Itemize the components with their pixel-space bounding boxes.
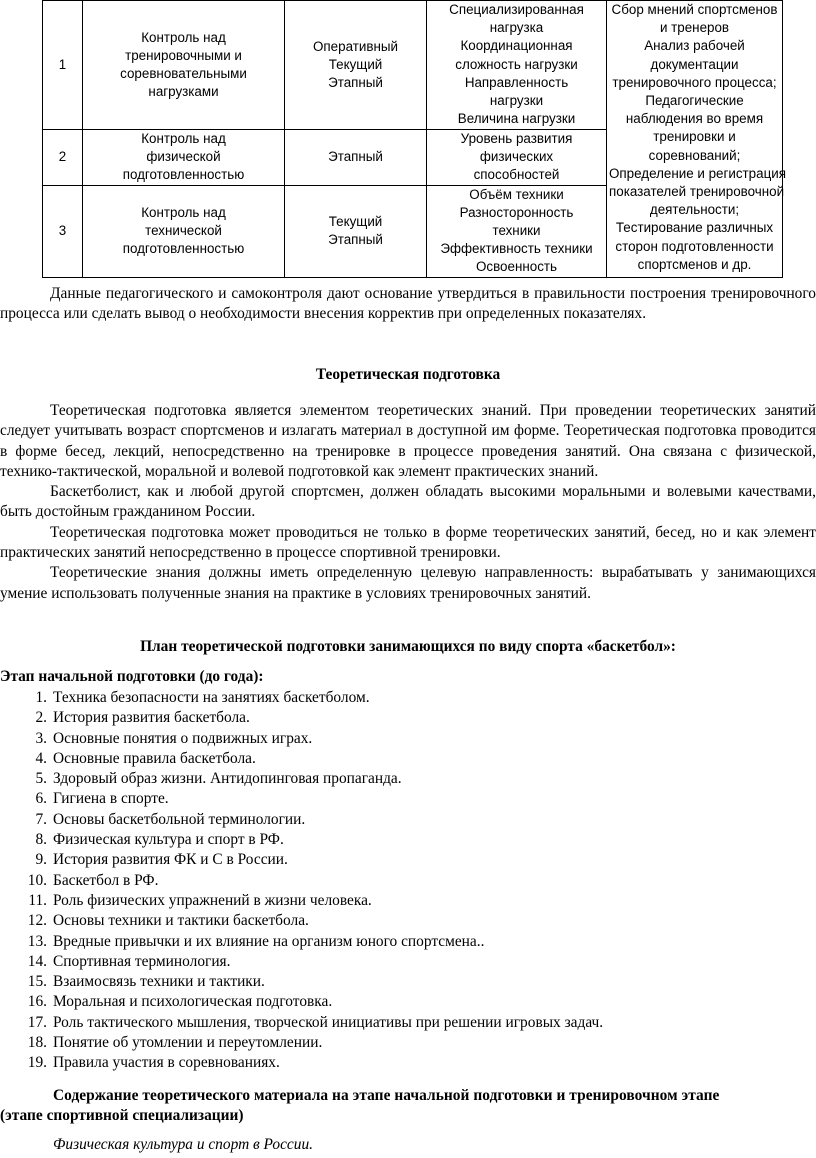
- list-item: 2. История развития баскетбола.: [35, 709, 250, 727]
- content-heading-line: Содержание теоретического материала на этапе начальной подготовки и тренировочном этапе: [53, 1087, 720, 1104]
- control-kind-cell: Оперативный Текущий Этапный: [285, 1, 427, 130]
- list-item: 10. Баскетбол в РФ.: [27, 871, 159, 889]
- body-paragraph: Баскетболист, как и любой другой спортсмен, должен обладать высокими моральными и волевыми качествами, быть достойным гражданином России.: [0, 483, 816, 521]
- stage-heading: Этап начальной подготовки (до года):: [0, 668, 264, 685]
- list-item: 8. Физическая культура и спорт в РФ.: [35, 831, 284, 849]
- parameters-cell: Специализированная нагрузка Координационная сложность нагрузки Направленность нагрузки Величина нагрузки: [427, 1, 607, 130]
- plan-list: [0, 688, 780, 1074]
- list-item: 5. Здоровый образ жизни. Антидопинговая пропаганда.: [35, 770, 402, 788]
- paragraph-after-table: [0, 284, 816, 325]
- list-item: 9. История развития ФК и С в России.: [35, 851, 288, 869]
- body-paragraph: Теоретическая подготовка может проводиться не только в форме теоретических занятий, бесед, но и как элемент практических занятий непосредственно в процессе спортивной тренировки.: [0, 523, 816, 562]
- control-type-cell: Контроль над тренировочными и соревновательными нагрузками: [83, 1, 285, 130]
- control-type-cell: Контроль над технической подготовленностью: [83, 185, 285, 277]
- methods-cell: Сбор мнений спортсменов и тренеров Анализ рабочей документации тренировочного процесса; Педагогические наблюдения во время тренировки и соревнований; Определение и регистрация показателей тренировочной деятельности; Тестирование различных сторон подготовленности спортсменов и др.: [607, 1, 783, 278]
- theory-body: [0, 401, 816, 604]
- control-kind-cell: Этапный: [285, 130, 427, 186]
- body-paragraph: Данные педагогического и самоконтроля дают основание утвердиться в правильности построения тренировочного процесса или сделать вывод о необходимости внесения корректив при определенных показателях.: [0, 285, 816, 323]
- list-item: 1. Техника безопасности на занятиях баскетболом.: [35, 689, 370, 706]
- list-item: 7. Основы баскетбольной терминологии.: [35, 810, 306, 828]
- parameters-cell: Объём техники Разносторонность техники Эффективность техники Освоенность: [427, 185, 607, 277]
- row-number: 3: [43, 185, 83, 277]
- parameters-cell: Уровень развития физических способностей: [427, 130, 607, 186]
- body-paragraph: Теоретические знания должны иметь определенную целевую направленность: вырабатывать у занимающихся умение использовать полученные знания на практике в условиях тренировочных занятий.: [0, 564, 816, 602]
- list-item: 13. Вредные привычки и их влияние на организм юного спортсмена..: [27, 932, 485, 950]
- list-item: 18. Понятие об утомлении и переутомлении.: [27, 1034, 323, 1052]
- control-type-cell: Контроль над физической подготовленностью: [83, 130, 285, 186]
- row-number: 1: [43, 1, 83, 130]
- plan-heading: План теоретической подготовки занимающихся по виду спорта «баскетбол»:: [140, 638, 676, 655]
- content-heading-line: (этапе спортивной специализации): [0, 1107, 244, 1125]
- control-kind-cell: Текущий Этапный: [285, 185, 427, 277]
- list-item: 11. Роль физических упражнений в жизни человека.: [28, 891, 372, 909]
- section-heading-theory: Теоретическая подготовка: [315, 366, 501, 383]
- list-item: 15. Взаимосвязь техники и тактики.: [27, 973, 265, 991]
- italic-subheading: Физическая культура и спорт в России.: [53, 1136, 314, 1153]
- row-number: 2: [43, 130, 83, 186]
- list-item: 3. Основные понятия о подвижных играх.: [35, 729, 313, 747]
- list-item: 12. Основы техники и тактики баскетбола.: [27, 912, 309, 930]
- list-item: 4. Основные правила баскетбола.: [35, 749, 256, 767]
- body-paragraph: Теоретическая подготовка является элементом теоретических знаний. При проведении теоретических занятий следует учитывать возраст спортсменов и излагать материал в доступной им форме. Теоретическая подготовка проводится в форме бесед, лекций, непосредственно на тренировке в процессе проведения занятий. Она связана с физической, технико-тактической, моральной и волевой подготовкой как элемент практических знаний.: [0, 402, 816, 480]
- control-table: [42, 0, 786, 278]
- list-item: 14. Спортивная терминология.: [27, 952, 231, 970]
- list-item: 19. Правила участия в соревнованиях.: [27, 1054, 280, 1072]
- content-heading: [0, 1086, 816, 1127]
- list-item: 16. Моральная и психологическая подготовка.: [27, 993, 333, 1011]
- list-item: 17. Роль тактического мышления, творческой инициативы при решении игровых задач.: [27, 1013, 604, 1031]
- list-item: 6. Гигиена в спорте.: [35, 790, 169, 808]
- table-row: [43, 1, 783, 130]
